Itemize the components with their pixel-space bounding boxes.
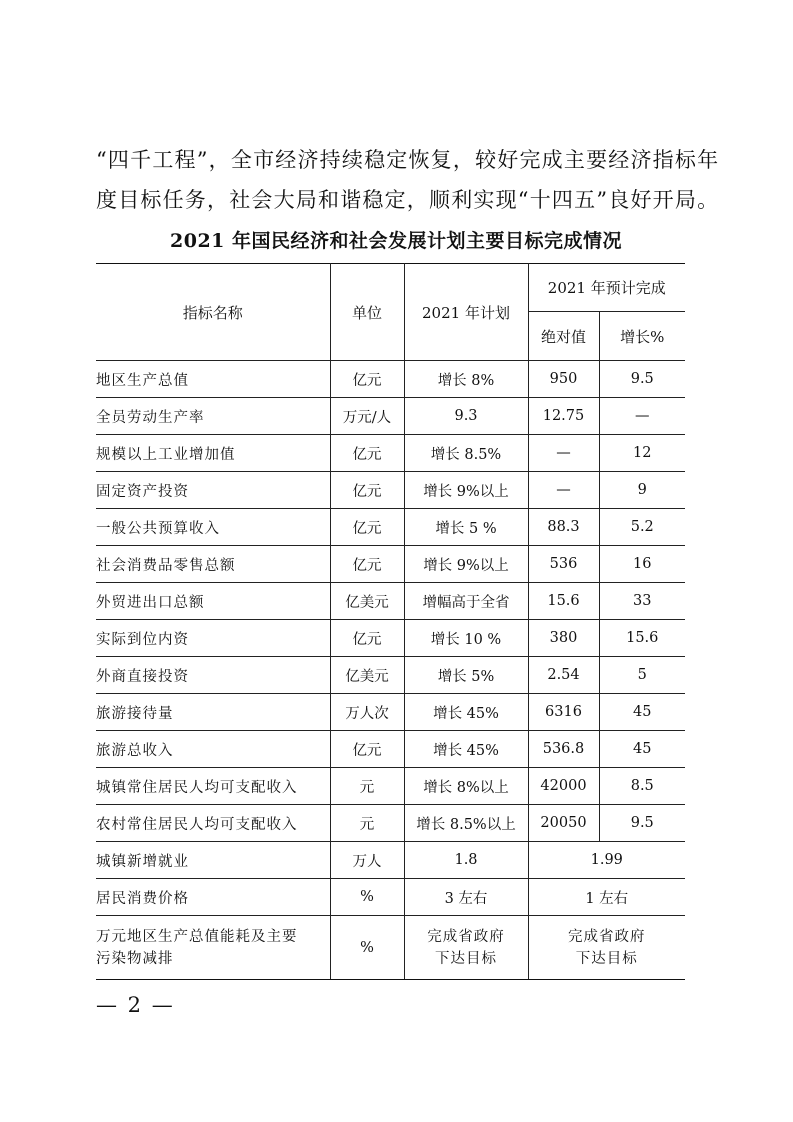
row-forecast bbox=[528, 916, 685, 980]
row-unit: 万人 bbox=[330, 842, 404, 879]
table-row bbox=[96, 509, 685, 546]
paragraph-line-2: 度目标任务，社会大局和谐稳定，顺利实现“十四五”良好开局。 bbox=[96, 188, 720, 212]
row-growth: 12 bbox=[599, 435, 685, 472]
row-unit: 亿元 bbox=[330, 620, 404, 657]
header-name: 指标名称 bbox=[96, 264, 330, 361]
table-title: 2021 年国民经济和社会发展计划主要目标完成情况 bbox=[170, 230, 622, 252]
row-absolute: 6316 bbox=[528, 694, 599, 731]
row-plan: 增长 5 % bbox=[404, 509, 528, 546]
table-row bbox=[96, 768, 685, 805]
row-growth: 33 bbox=[599, 583, 685, 620]
row-plan: 增长 8%以上 bbox=[404, 768, 528, 805]
table-row-merged bbox=[96, 879, 685, 916]
table-row bbox=[96, 583, 685, 620]
header-forecast: 2021 年预计完成 bbox=[528, 264, 685, 312]
row-name: 一般公共预算收入 bbox=[96, 509, 330, 546]
page-number: — 2 — bbox=[96, 993, 175, 1017]
row-plan-line-1: 完成省政府 bbox=[427, 928, 505, 945]
row-plan: 增长 8.5% bbox=[404, 435, 528, 472]
row-name: 城镇常住居民人均可支配收入 bbox=[96, 768, 330, 805]
row-name bbox=[96, 916, 330, 980]
row-unit: 万元/人 bbox=[330, 398, 404, 435]
paragraph-line-1: “四千工程”，全市经济持续稳定恢复，较好完成主要经济指标年 bbox=[96, 148, 720, 172]
row-name: 旅游接待量 bbox=[96, 694, 330, 731]
row-name: 农村常住居民人均可支配收入 bbox=[96, 805, 330, 842]
table-header bbox=[96, 264, 685, 361]
table-row bbox=[96, 620, 685, 657]
row-absolute: 42000 bbox=[528, 768, 599, 805]
row-absolute: 15.6 bbox=[528, 583, 599, 620]
row-unit: 元 bbox=[330, 805, 404, 842]
row-growth: 45 bbox=[599, 694, 685, 731]
row-name: 城镇新增就业 bbox=[96, 842, 330, 879]
row-forecast-line-2: 下达目标 bbox=[575, 950, 638, 967]
row-absolute: 88.3 bbox=[528, 509, 599, 546]
header-absolute: 绝对值 bbox=[528, 312, 599, 361]
row-unit: 万人次 bbox=[330, 694, 404, 731]
row-plan bbox=[404, 916, 528, 980]
row-unit: 亿元 bbox=[330, 472, 404, 509]
row-plan: 增幅高于全省 bbox=[404, 583, 528, 620]
row-absolute: 380 bbox=[528, 620, 599, 657]
row-name: 外商直接投资 bbox=[96, 657, 330, 694]
row-plan: 增长 9%以上 bbox=[404, 546, 528, 583]
row-unit: 亿元 bbox=[330, 509, 404, 546]
table-row bbox=[96, 546, 685, 583]
targets-table bbox=[96, 263, 685, 980]
row-unit: 亿美元 bbox=[330, 583, 404, 620]
row-name: 社会消费品零售总额 bbox=[96, 546, 330, 583]
row-name: 全员劳动生产率 bbox=[96, 398, 330, 435]
row-name-line-1: 万元地区生产总值能耗及主要 bbox=[96, 928, 298, 945]
row-unit: 亿元 bbox=[330, 361, 404, 398]
row-absolute: — bbox=[528, 435, 599, 472]
row-absolute: 2.54 bbox=[528, 657, 599, 694]
row-forecast: 1.99 bbox=[528, 842, 685, 879]
row-absolute: — bbox=[528, 472, 599, 509]
row-growth: 15.6 bbox=[599, 620, 685, 657]
row-unit: 亿美元 bbox=[330, 657, 404, 694]
row-growth: — bbox=[599, 398, 685, 435]
row-growth: 45 bbox=[599, 731, 685, 768]
row-plan: 增长 45% bbox=[404, 731, 528, 768]
table-row bbox=[96, 361, 685, 398]
row-absolute: 12.75 bbox=[528, 398, 599, 435]
row-growth: 16 bbox=[599, 546, 685, 583]
row-plan: 3 左右 bbox=[404, 879, 528, 916]
header-plan: 2021 年计划 bbox=[404, 264, 528, 361]
table-row-last bbox=[96, 916, 685, 980]
row-name-line-2: 污染物减排 bbox=[96, 950, 174, 967]
row-name: 固定资产投资 bbox=[96, 472, 330, 509]
row-plan: 9.3 bbox=[404, 398, 528, 435]
row-unit: 亿元 bbox=[330, 731, 404, 768]
table-row bbox=[96, 805, 685, 842]
header-unit: 单位 bbox=[330, 264, 404, 361]
table-row bbox=[96, 435, 685, 472]
row-name: 规模以上工业增加值 bbox=[96, 435, 330, 472]
row-plan: 增长 45% bbox=[404, 694, 528, 731]
row-absolute: 20050 bbox=[528, 805, 599, 842]
row-unit: 亿元 bbox=[330, 435, 404, 472]
table-row bbox=[96, 398, 685, 435]
row-plan: 增长 10 % bbox=[404, 620, 528, 657]
row-unit: 元 bbox=[330, 768, 404, 805]
row-plan: 增长 5% bbox=[404, 657, 528, 694]
row-name: 旅游总收入 bbox=[96, 731, 330, 768]
row-plan: 增长 8.5%以上 bbox=[404, 805, 528, 842]
table-row bbox=[96, 694, 685, 731]
table-body bbox=[96, 361, 685, 980]
header-growth: 增长% bbox=[599, 312, 685, 361]
table-row bbox=[96, 657, 685, 694]
row-plan: 1.8 bbox=[404, 842, 528, 879]
row-growth: 5.2 bbox=[599, 509, 685, 546]
row-plan: 增长 8% bbox=[404, 361, 528, 398]
row-name: 实际到位内资 bbox=[96, 620, 330, 657]
row-growth: 9.5 bbox=[599, 361, 685, 398]
row-unit: % bbox=[330, 879, 404, 916]
row-growth: 9 bbox=[599, 472, 685, 509]
row-unit: 亿元 bbox=[330, 546, 404, 583]
row-name: 地区生产总值 bbox=[96, 361, 330, 398]
table-row bbox=[96, 731, 685, 768]
table-row-merged bbox=[96, 842, 685, 879]
row-forecast: 1 左右 bbox=[528, 879, 685, 916]
row-forecast-line-1: 完成省政府 bbox=[568, 928, 646, 945]
row-growth: 8.5 bbox=[599, 768, 685, 805]
body-paragraph bbox=[96, 140, 720, 220]
row-plan-line-2: 下达目标 bbox=[435, 950, 497, 967]
row-absolute: 536 bbox=[528, 546, 599, 583]
row-growth: 9.5 bbox=[599, 805, 685, 842]
row-plan: 增长 9%以上 bbox=[404, 472, 528, 509]
row-name: 居民消费价格 bbox=[96, 879, 330, 916]
row-growth: 5 bbox=[599, 657, 685, 694]
row-absolute: 950 bbox=[528, 361, 599, 398]
row-name: 外贸进出口总额 bbox=[96, 583, 330, 620]
table-row bbox=[96, 472, 685, 509]
row-absolute: 536.8 bbox=[528, 731, 599, 768]
row-unit: % bbox=[330, 916, 404, 980]
